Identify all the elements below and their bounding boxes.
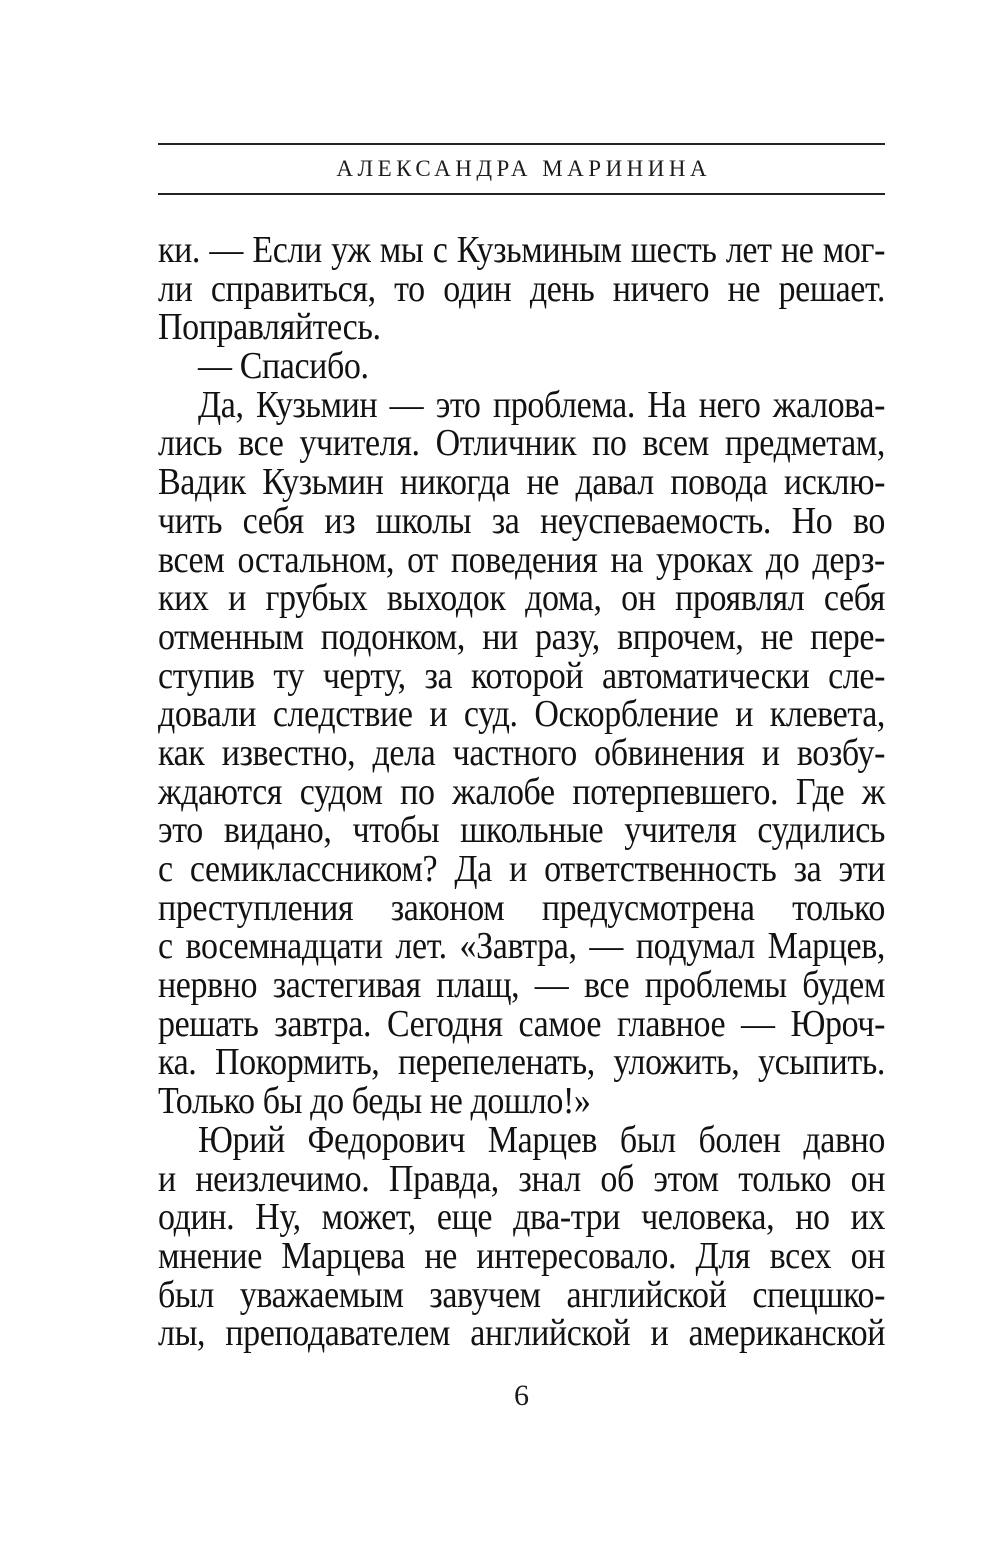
text-line: Поправляйтесь. (158, 307, 381, 349)
text-line: ки. — Если уж мы с Кузьминым шесть лет не мог- (158, 229, 885, 272)
text-line: был уважаемым завучем английской спецшко- (158, 1274, 885, 1316)
text-line: один. Ну, может, еще два-три человека, но их (158, 1196, 885, 1239)
text-line: лы, преподавателем английской и американской (158, 1312, 885, 1355)
text-line: чить себя из школы за неуспеваемость. Но во (158, 500, 885, 542)
page-number: 6 (514, 1379, 529, 1412)
text-line: всем остальном, от поведения на уроках до дерз- (158, 539, 885, 581)
text-line: ка. Покормить, перепеленать, уложить, усыпить. (158, 1042, 885, 1084)
text-line: нервно застегивая плащ, — все проблемы будем (158, 964, 885, 1007)
header-rule-top (158, 143, 885, 145)
text-line: ли справиться, то один день ничего не решает. (158, 268, 885, 310)
text-line: отменным подонком, ни разу, впрочем, не пере- (158, 616, 885, 658)
text-line: Юрий Федорович Марцев был болен давно (198, 1119, 885, 1161)
text-line: — Спасибо. (198, 345, 369, 388)
text-line: с восемнадцати лет. «Завтра, — подумал Марцев, (158, 926, 885, 968)
text-line: Только бы до беды не дошло!» (158, 1080, 591, 1123)
text-line: Вадик Кузьмин никогда не давал повода исклю- (158, 461, 885, 504)
text-line: и неизлечимо. Правда, знал об этом только он (158, 1158, 885, 1200)
text-line: мнение Марцева не интересовало. Для всех он (158, 1235, 885, 1277)
text-line: лись все учителя. Отличник по всем предметам, (158, 423, 885, 465)
text-line: с семиклассником? Да и ответственность за эти (158, 848, 885, 891)
text-line: Да, Кузьмин — это проблема. На него жалова- (198, 384, 885, 426)
text-line: это видано, чтобы школьные учителя судились (158, 809, 885, 852)
text-line: ких и грубых выходок дома, он проявлял себя (158, 577, 885, 620)
text-line: преступления законом предусмотрена только (158, 887, 885, 929)
text-line: ждаются судом по жалобе потерпевшего. Где ж (158, 771, 885, 813)
text-line: как известно, дела частного обвинения и возбу- (158, 732, 885, 775)
running-head-author: АЛЕКСАНДРА МАРИНИНА (336, 156, 712, 181)
text-line: решать завтра. Сегодня самое главное — Юроч- (158, 1003, 885, 1045)
text-line: ступив ту черту, за которой автоматически сле- (158, 655, 885, 697)
page-text (158, 229, 885, 1355)
text-line: довали следствие и суд. Оскорбление и клевета, (158, 693, 885, 736)
header-rule-bottom (158, 193, 885, 195)
